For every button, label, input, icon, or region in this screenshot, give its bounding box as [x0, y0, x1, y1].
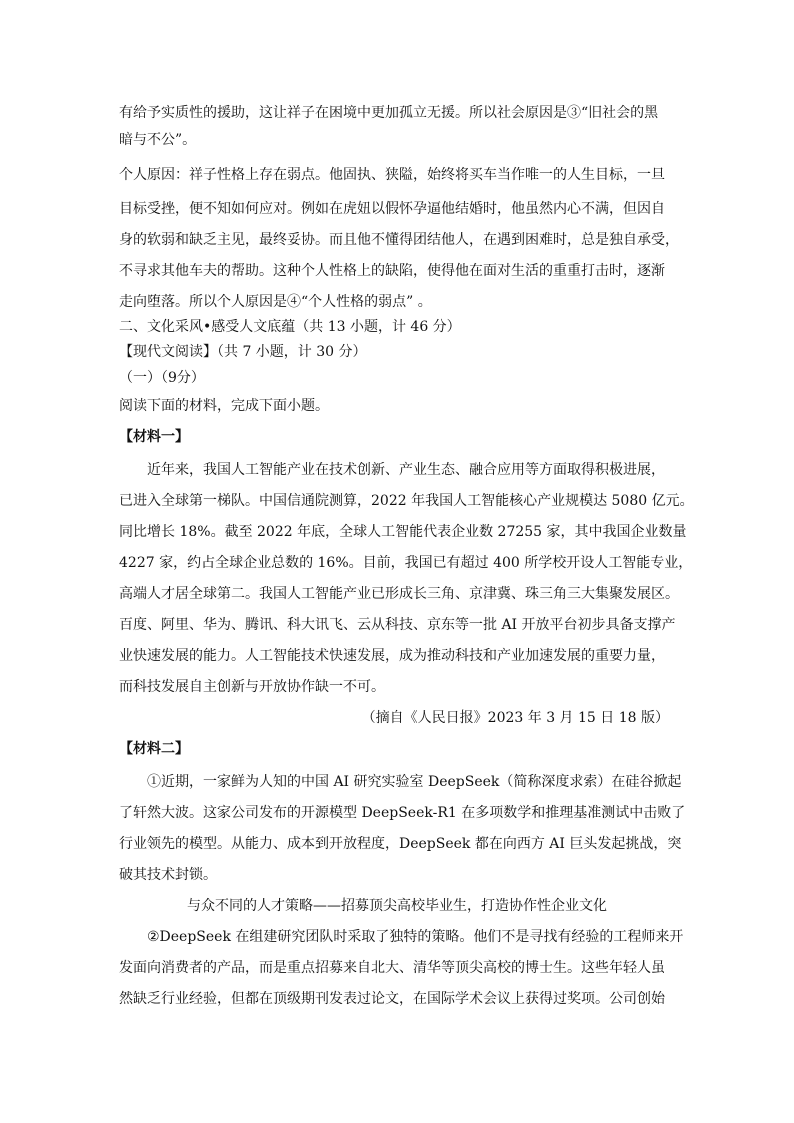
- paragraph-line: 而科技发展自主创新与开放协作缺一不可。: [119, 679, 385, 695]
- paragraph-line: ①近期，一家鲜为人知的中国 AI 研究实验室 DeepSeek（简称深度求索）在硅谷掀起: [147, 774, 682, 790]
- paragraph-line: 然缺乏行业经验，但都在顶级期刊发表过论文，在国际学术会议上获得过奖项。公司创始: [119, 991, 665, 1007]
- paragraph-line: 目标受挫，便不知如何应对。例如在虎妞以假怀孕逼他结婚时，他虽然内心不满，但因自: [119, 201, 665, 217]
- paragraph-line: 近年来，我国人工智能产业在技术创新、产业生态、融合应用等方面取得积极进展，: [147, 462, 665, 478]
- paragraph-line: 有给予实质性的援助，这让祥子在困境中更加孤立无援。所以社会原因是③“旧社会的黑: [119, 105, 659, 121]
- material-two-heading: 【材料二】: [119, 741, 189, 757]
- paragraph-line: 发面向消费者的产品，而是重点招募来自北大、清华等顶尖高校的博士生。这些年轻人虽: [119, 960, 665, 976]
- instruction-text: 阅读下面的材料，完成下面小题。: [119, 398, 329, 414]
- paragraph-line: 已进入全球第一梯队。中国信通院测算，2022 年我国人工智能核心产业规模达 5080 亿元。: [119, 493, 694, 509]
- paragraph-line: 高端人才居全球第二。我国人工智能产业已形成长三角、京津冀、珠三角三大集聚发展区。: [119, 586, 679, 602]
- question-group-label: （一）（9分）: [119, 370, 205, 386]
- paragraph-line: ②DeepSeek 在组建研究团队时采取了独特的策略。他们不是寻找有经验的工程师来开: [147, 929, 684, 945]
- paragraph-line: 同比增长 18%。截至 2022 年底，全球人工智能代表企业数 27255 家，其中我国企业数量: [119, 524, 687, 540]
- paragraph-line: 百度、阿里、华为、腾讯、科大讯飞、云从科技、京东等一批 AI 开放平台初步具备支撑产: [119, 617, 676, 633]
- source-citation: （摘自《人民日报》2023 年 3 月 15 日 18 版）: [361, 710, 669, 726]
- subsection-heading: 【现代文阅读】（共 7 小题，计 30 分）: [119, 344, 367, 360]
- material-subtitle: 与众不同的人才策略——招募顶尖高校毕业生，打造协作性企业文化: [187, 898, 607, 914]
- paragraph-line: 个人原因：祥子性格上存在弱点。他固执、狭隘，始终将买车当作唯一的人生目标，一旦: [119, 167, 665, 183]
- paragraph-line: 暗与不公”。: [119, 132, 197, 148]
- paragraph-line: 走向堕落。所以个人原因是④“个人性格的弱点” 。: [119, 294, 432, 310]
- paragraph-line: 了轩然大波。这家公司发布的开源模型 DeepSeek-R1 在多项数学和推理基准测试中击败了: [119, 805, 686, 821]
- paragraph-line: 行业领先的模型。从能力、成本到开放程度，DeepSeek 都在向西方 AI 巨头发起挑战，突: [119, 836, 682, 852]
- paragraph-line: 业快速发展的能力。人工智能技术快速发展，成为推动科技和产业加速发展的重要力量，: [119, 648, 665, 664]
- section-heading: 二、文化采风•感受人文底蕴（共 13 小题，计 46 分）: [119, 319, 461, 335]
- paragraph-line: 4227 家，约占全球企业总数的 16%。目前，我国已有超过 400 所学校开设人工智能专业，: [119, 555, 693, 571]
- paragraph-line: 不寻求其他车夫的帮助。这种个人性格上的缺陷，使得他在面对生活的重重打击时，逐渐: [119, 263, 665, 279]
- paragraph-line: 身的软弱和缺乏主见，最终妥协。而且他不懂得团结他人，在遇到困难时，总是独自承受，: [119, 232, 679, 248]
- material-one-heading: 【材料一】: [119, 429, 189, 445]
- paragraph-line: 破其技术封锁。: [119, 867, 217, 883]
